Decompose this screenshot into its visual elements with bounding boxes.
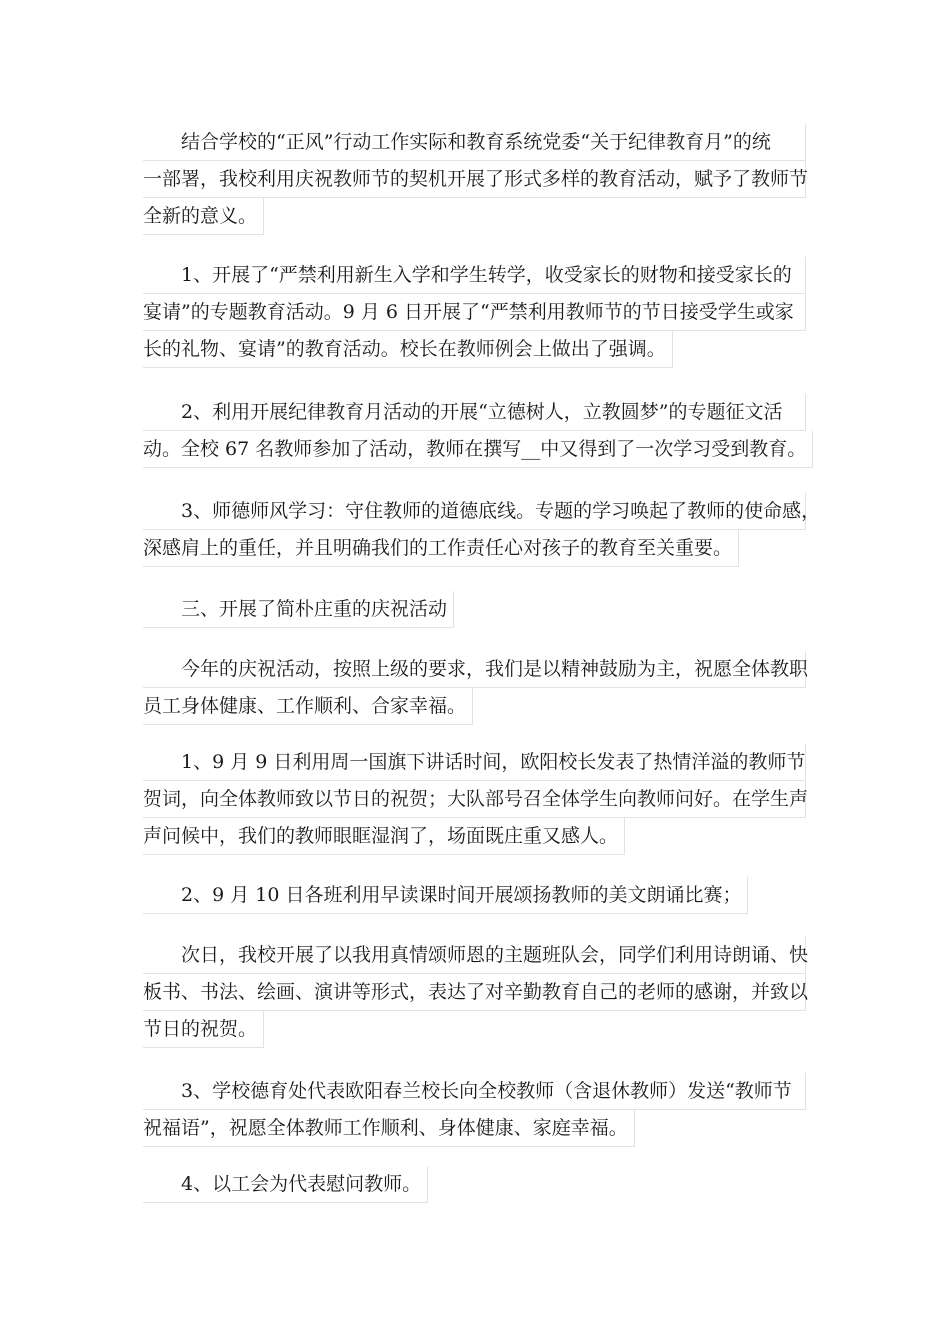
paragraph-1-line-2: 一部署，我校利用庆祝教师节的契机开展了形式多样的教育活动，赋予了教师节	[143, 168, 809, 190]
paragraph-1-line-3: 全新的意义。	[143, 205, 258, 227]
paragraph-2-line-2: 宴请”的专题教育活动。9 月 6 日开展了“严禁利用教师节的节日接受学生或家	[143, 301, 794, 323]
paragraph-5-line-2: 员工身体健康、工作顺利、合家幸福。	[143, 695, 467, 717]
paragraph-3-line-2: 动。全校 67 名教师参加了活动，教师在撰写__中又得到了一次学习受到教育。	[143, 438, 807, 460]
paragraph-2	[143, 257, 806, 368]
section-heading-3	[143, 591, 454, 628]
paragraph-1-line-1: 结合学校的“正风”行动工作实际和教育系统党委“关于纪律教育月”的统	[181, 131, 771, 153]
paragraph-9-line-1: 3、学校德育处代表欧阳春兰校长向全校教师（含退休教师）发送“教师节	[181, 1080, 792, 1102]
paragraph-6-line-3: 声问候中，我们的教师眼眶湿润了，场面既庄重又感人。	[143, 825, 619, 847]
paragraph-3	[143, 394, 813, 468]
paragraph-5	[143, 651, 809, 725]
paragraph-6-line-1: 1、9 月 9 日利用周一国旗下讲话时间，欧阳校长发表了热情洋溢的教师节	[181, 751, 806, 773]
paragraph-9	[143, 1073, 806, 1147]
paragraph-3-line-1: 2、利用开展纪律教育月活动的开展“立德树人，立教圆梦”的专题征文活	[181, 401, 783, 423]
paragraph-4-line-2: 深感肩上的重任，并且明确我们的工作责任心对孩子的教育至关重要。	[143, 537, 733, 559]
paragraph-6	[143, 744, 809, 855]
paragraph-10	[143, 1166, 428, 1203]
section-heading-3-text: 三、开展了简朴庄重的庆祝活动	[181, 598, 448, 620]
paragraph-9-line-2: 祝福语”，祝愿全体教师工作顺利、身体健康、家庭幸福。	[143, 1117, 628, 1139]
paragraph-6-line-2: 贺词，向全体教师致以节日的祝贺；大队部号召全体学生向教师问好。在学生声	[143, 788, 809, 810]
paragraph-2-line-3: 长的礼物、宴请”的教育活动。校长在教师例会上做出了强调。	[143, 338, 666, 360]
paragraph-7	[143, 877, 748, 914]
paragraph-8-line-1: 次日，我校开展了以我用真情颂师恩的主题班队会，同学们利用诗朗诵、快	[181, 944, 809, 966]
paragraph-5-line-1: 今年的庆祝活动，按照上级的要求，我们是以精神鼓励为主，祝愿全体教职	[181, 658, 809, 680]
paragraph-7-line-1: 2、9 月 10 日各班利用早读课时间开展颂扬教师的美文朗诵比赛；	[181, 884, 742, 906]
paragraph-4-line-1: 3、师德师风学习：守住教师的道德底线。专题的学习唤起了教师的使命感，	[181, 500, 821, 522]
paragraph-2-line-1: 1、开展了“严禁利用新生入学和学生转学，收受家长的财物和接受家长的	[181, 264, 792, 286]
paragraph-10-line-1: 4、以工会为代表慰问教师。	[181, 1173, 422, 1195]
paragraph-8-line-2: 板书、书法、绘画、演讲等形式，表达了对辛勤教育自己的老师的感谢，并致以	[143, 981, 809, 1003]
paragraph-4	[143, 493, 821, 567]
paragraph-8	[143, 937, 809, 1048]
paragraph-1	[143, 124, 809, 235]
paragraph-8-line-3: 节日的祝贺。	[143, 1018, 258, 1040]
